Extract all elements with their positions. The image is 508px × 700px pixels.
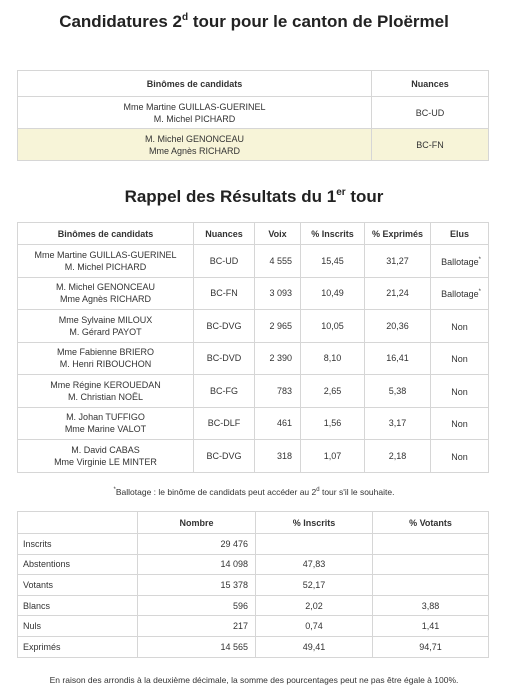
elus-status: Ballotage bbox=[441, 256, 479, 267]
column-header: Binômes de candidats bbox=[18, 71, 372, 97]
table-row bbox=[18, 407, 489, 440]
column-header: Elus bbox=[431, 223, 489, 245]
pct-inscrits-cell: 2,65 bbox=[301, 375, 365, 408]
elus-cell bbox=[431, 277, 489, 310]
table-row bbox=[18, 375, 489, 408]
column-header: % Exprimés bbox=[365, 223, 431, 245]
elus-status: Non bbox=[451, 386, 468, 397]
votes-cell: 3 093 bbox=[255, 277, 301, 310]
count-cell: 14 565 bbox=[138, 636, 256, 657]
candidate-name: M. Johan TUFFIGO bbox=[66, 412, 145, 423]
candidate-name: Mme Régine KEROUEDAN bbox=[50, 379, 161, 390]
count-cell: 217 bbox=[138, 616, 256, 637]
candidates-cell bbox=[18, 97, 372, 129]
table-header-row bbox=[18, 71, 489, 97]
nuance-cell: BC-DVG bbox=[194, 310, 255, 343]
table-header-row bbox=[18, 223, 489, 245]
candidate-name: Mme Martine GUILLAS-GUERINEL bbox=[123, 101, 266, 112]
column-header: Voix bbox=[255, 223, 301, 245]
candidate-name: M. David CABAS bbox=[71, 444, 140, 455]
pct-inscrits-cell bbox=[256, 534, 373, 555]
nuance-cell: BC-UD bbox=[194, 245, 255, 278]
participation-table bbox=[17, 511, 489, 658]
votes-cell: 4 555 bbox=[255, 245, 301, 278]
pct-votants-cell bbox=[373, 534, 489, 555]
votes-cell: 2 965 bbox=[255, 310, 301, 343]
column-header: Nuances bbox=[194, 223, 255, 245]
elus-cell bbox=[431, 342, 489, 375]
pct-inscrits-cell: 52,17 bbox=[256, 575, 373, 596]
pct-votants-cell: 3,88 bbox=[373, 595, 489, 616]
candidates-cell bbox=[18, 342, 194, 375]
candidates-cell bbox=[18, 440, 194, 473]
table-row bbox=[18, 595, 489, 616]
table-row bbox=[18, 554, 489, 575]
pct-inscrits-cell: 8,10 bbox=[301, 342, 365, 375]
elus-cell bbox=[431, 375, 489, 408]
elus-status: Non bbox=[451, 451, 468, 462]
table-row bbox=[18, 440, 489, 473]
pct-inscrits-cell: 1,07 bbox=[301, 440, 365, 473]
votes-cell: 461 bbox=[255, 407, 301, 440]
elus-status: Ballotage bbox=[441, 289, 479, 300]
table-row bbox=[18, 575, 489, 596]
elus-cell bbox=[431, 407, 489, 440]
pct-inscrits-cell: 10,05 bbox=[301, 310, 365, 343]
column-header: % Votants bbox=[373, 512, 489, 534]
nuance-cell: BC-FN bbox=[372, 129, 489, 161]
votes-cell: 318 bbox=[255, 440, 301, 473]
nuance-cell: BC-FN bbox=[194, 277, 255, 310]
elus-cell bbox=[431, 310, 489, 343]
elus-status: Non bbox=[451, 354, 468, 365]
nuance-cell: BC-DVG bbox=[194, 440, 255, 473]
column-header bbox=[18, 512, 138, 534]
row-label: Inscrits bbox=[18, 534, 138, 555]
column-header: Nombre bbox=[138, 512, 256, 534]
candidate-name: M. Michel PICHARD bbox=[64, 261, 147, 272]
pct-inscrits-cell: 2,02 bbox=[256, 595, 373, 616]
count-cell: 14 098 bbox=[138, 554, 256, 575]
candidates-cell bbox=[18, 375, 194, 408]
candidate-name: M. Christian NOËL bbox=[67, 391, 144, 402]
second-round-candidates-table bbox=[17, 70, 489, 161]
count-cell: 596 bbox=[138, 595, 256, 616]
candidate-name: M. Michel PICHARD bbox=[153, 113, 236, 124]
candidate-name: Mme Martine GUILLAS-GUERINEL bbox=[34, 249, 177, 260]
nuance-cell: BC-FG bbox=[194, 375, 255, 408]
pct-votants-cell: 1,41 bbox=[373, 616, 489, 637]
candidates-cell bbox=[18, 277, 194, 310]
count-cell: 15 378 bbox=[138, 575, 256, 596]
pct-votants-cell bbox=[373, 554, 489, 575]
votes-cell: 2 390 bbox=[255, 342, 301, 375]
footnote-star: * bbox=[478, 289, 481, 296]
table-row bbox=[18, 342, 489, 375]
candidate-name: Mme Agnès RICHARD bbox=[59, 294, 152, 305]
candidate-name: Mme Virginie LE MINTER bbox=[54, 456, 157, 467]
footnote-star: * bbox=[478, 256, 481, 263]
candidate-name: M. Michel GENONCEAU bbox=[144, 133, 244, 144]
pct-inscrits-cell: 15,45 bbox=[301, 245, 365, 278]
pct-exprimes-cell: 21,24 bbox=[365, 277, 431, 310]
table-row bbox=[18, 277, 489, 310]
column-header: Nuances bbox=[372, 71, 489, 97]
table-row bbox=[18, 616, 489, 637]
votes-cell: 783 bbox=[255, 375, 301, 408]
candidate-name: M. Michel GENONCEAU bbox=[55, 282, 155, 293]
table-row bbox=[18, 245, 489, 278]
table-row bbox=[18, 310, 489, 343]
candidates-cell bbox=[18, 407, 194, 440]
pct-inscrits-cell: 49,41 bbox=[256, 636, 373, 657]
elus-status: Non bbox=[451, 419, 468, 430]
candidate-name: M. Gérard PAYOT bbox=[69, 326, 142, 337]
candidates-cell bbox=[18, 245, 194, 278]
count-cell: 29 476 bbox=[138, 534, 256, 555]
pct-exprimes-cell: 16,41 bbox=[365, 342, 431, 375]
candidate-name: Mme Sylvaine MILOUX bbox=[58, 314, 153, 325]
row-label: Votants bbox=[18, 575, 138, 596]
pct-exprimes-cell: 20,36 bbox=[365, 310, 431, 343]
ballotage-note: *Ballotage : le binôme de candidats peut accéder au 2$^d$ tour s'il le souhaite. bbox=[113, 487, 395, 497]
candidates-cell bbox=[18, 129, 372, 161]
table-row bbox=[18, 534, 489, 555]
column-header: Binômes de candidats bbox=[18, 223, 194, 245]
pct-inscrits-cell: 1,56 bbox=[301, 407, 365, 440]
pct-inscrits-cell: 47,83 bbox=[256, 554, 373, 575]
row-label: Abstentions bbox=[18, 554, 138, 575]
section-title: Rappel des Résultats du 1er tour bbox=[124, 187, 384, 206]
pct-inscrits-cell: 10,49 bbox=[301, 277, 365, 310]
pct-votants-cell bbox=[373, 575, 489, 596]
pct-votants-cell: 94,71 bbox=[373, 636, 489, 657]
row-label: Nuls bbox=[18, 616, 138, 637]
pct-exprimes-cell: 3,17 bbox=[365, 407, 431, 440]
row-label: Blancs bbox=[18, 595, 138, 616]
page-title: Candidatures 2$^d$ tour pour le canton de Ploërmel bbox=[59, 12, 449, 31]
candidates-cell bbox=[18, 310, 194, 343]
candidate-name: Mme Fabienne BRIERO bbox=[56, 347, 155, 358]
table-header-row bbox=[18, 512, 489, 534]
candidate-name: Mme Marine VALOT bbox=[64, 424, 147, 435]
nuance-cell: BC-DLF bbox=[194, 407, 255, 440]
table-row bbox=[18, 636, 489, 657]
column-header: % Inscrits bbox=[301, 223, 365, 245]
nuance-cell: BC-DVD bbox=[194, 342, 255, 375]
row-label: Exprimés bbox=[18, 636, 138, 657]
pct-inscrits-cell: 0,74 bbox=[256, 616, 373, 637]
candidate-name: Mme Agnès RICHARD bbox=[148, 145, 241, 156]
pct-exprimes-cell: 31,27 bbox=[365, 245, 431, 278]
first-round-results-table bbox=[17, 222, 489, 473]
column-header: % Inscrits bbox=[256, 512, 373, 534]
table-row bbox=[18, 129, 489, 161]
elus-status: Non bbox=[451, 321, 468, 332]
elus-cell bbox=[431, 440, 489, 473]
nuance-cell: BC-UD bbox=[372, 97, 489, 129]
rounding-footnote: En raison des arrondis à la deuxième décimale, la somme des pourcentages peut ne pas être égale à 100%. bbox=[49, 675, 459, 685]
pct-exprimes-cell: 2,18 bbox=[365, 440, 431, 473]
pct-exprimes-cell: 5,38 bbox=[365, 375, 431, 408]
table-row bbox=[18, 97, 489, 129]
elus-cell bbox=[431, 245, 489, 278]
candidate-name: M. Henri RIBOUCHON bbox=[59, 359, 152, 370]
